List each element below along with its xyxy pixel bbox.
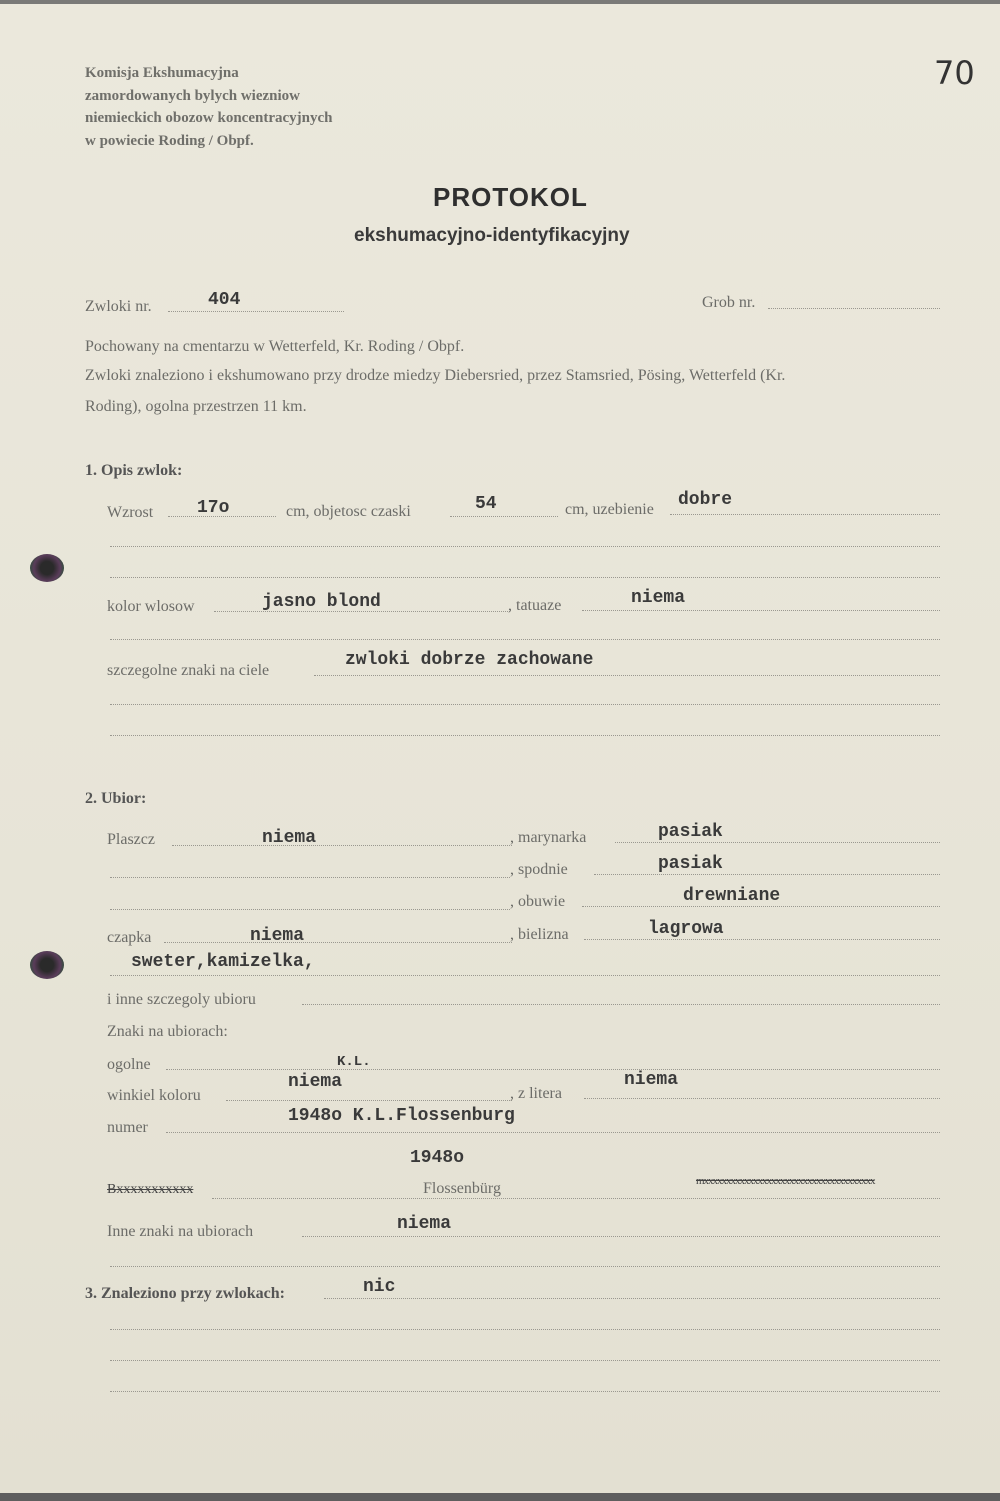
triangle-color-value: niema (288, 1072, 343, 1092)
punch-hole (30, 951, 64, 979)
burial-text: Pochowany na cmentarzu w Wetterfeld, Kr. Roding / Obpf. (85, 338, 465, 355)
dotted-line (110, 735, 940, 736)
section-3-title: 3. Znaleziono przy zwlokach: (85, 1285, 285, 1302)
skull-label: cm, objetosc czaski (286, 503, 411, 520)
body-number-label: Zwloki nr. (85, 298, 152, 315)
dotted-line (302, 1236, 940, 1237)
height-label: Wzrost (107, 504, 154, 521)
general-marks-value: K.L. (337, 1054, 371, 1070)
teeth-value: dobre (678, 490, 733, 510)
dotted-line (172, 845, 512, 846)
jacket-value: pasiak (658, 822, 723, 842)
dotted-line (615, 842, 940, 843)
dotted-line (110, 704, 940, 705)
dotted-line (584, 1098, 940, 1099)
clothing-marks-header: Znaki na ubiorach: (107, 1023, 228, 1040)
underwear-value: lagrowa (648, 919, 724, 939)
dotted-line (768, 308, 940, 309)
jacket-label: , marynarka (510, 829, 587, 846)
dotted-line (110, 1360, 940, 1361)
trousers-label: , spodnie (510, 861, 568, 878)
stamp-place: Flossenbürg (423, 1180, 501, 1197)
hair-color-label: kolor wlosow (107, 598, 195, 615)
dotted-line (670, 514, 940, 515)
header-line-2: zamordowanych bylych wiezniow (85, 88, 300, 104)
dotted-line (324, 1298, 940, 1299)
dotted-line (110, 639, 940, 640)
dotted-line (582, 906, 940, 907)
dotted-line (110, 1391, 940, 1392)
dotted-line (164, 942, 512, 943)
other-clothing-marks-value: niema (397, 1214, 452, 1234)
tattoo-label: , tatuaze (508, 597, 562, 614)
other-details-label: i inne szczegoly ubioru (107, 991, 256, 1008)
height-value: 17o (197, 498, 230, 518)
censored-field-right: mxxxxxxxxxxxxxxxxxxxxxxxxxxxxxxxxxxxxxx (696, 1175, 875, 1187)
dotted-line (584, 939, 940, 940)
dotted-line (226, 1100, 512, 1101)
grave-number-label: Grob nr. (702, 294, 756, 311)
coat-label: Plaszcz (107, 831, 155, 848)
dotted-line (594, 874, 940, 875)
body-number-value: 404 (208, 290, 241, 310)
general-marks-label: ogolne (107, 1056, 151, 1073)
letter-value: niema (624, 1070, 679, 1090)
censored-field-left: Bxxxxxxxxxxx (107, 1182, 194, 1197)
tattoo-value: niema (631, 588, 686, 608)
dotted-line (450, 516, 558, 517)
body-marks-label: szczegolne znaki na ciele (107, 662, 270, 679)
hair-color-value: jasno blond (262, 592, 381, 612)
dotted-line (314, 675, 940, 676)
found-text-line-2: Roding), ogolna przestrzen 11 km. (85, 398, 307, 415)
section-2-title: 2. Ubior: (85, 790, 147, 807)
dotted-line (212, 1198, 940, 1199)
triangle-color-label: winkiel koloru (107, 1087, 201, 1104)
cap-label: czapka (107, 929, 152, 946)
dotted-line (168, 311, 344, 312)
document-title: PROTOKOL (433, 182, 588, 212)
dotted-line (582, 610, 940, 611)
trousers-value: pasiak (658, 854, 723, 874)
header-line-1: Komisja Ekshumacyjna (85, 65, 239, 81)
dotted-line (166, 1132, 940, 1133)
page-number: 70 (934, 54, 975, 92)
punch-hole (30, 554, 64, 582)
shoes-label: , obuwie (510, 893, 566, 910)
teeth-label: cm, uzebienie (565, 501, 654, 518)
dotted-line (166, 1069, 940, 1070)
dotted-line (110, 909, 510, 910)
number-label: numer (107, 1119, 148, 1136)
other-clothing-marks-label: Inne znaki na ubiorach (107, 1223, 254, 1240)
section-1-title: 1. Opis zwlok: (85, 462, 183, 479)
extra-clothing-value: sweter,kamizelka, (131, 952, 315, 972)
dotted-line (110, 1329, 940, 1330)
dotted-line (110, 1266, 940, 1267)
body-marks-value: zwloki dobrze zachowane (345, 650, 594, 670)
dotted-line (110, 577, 940, 578)
coat-value: niema (262, 828, 317, 848)
found-items-value: nic (363, 1277, 396, 1297)
document-subtitle: ekshumacyjno-identyfikacyjny (354, 225, 630, 246)
found-text-line-1: Zwloki znaleziono i ekshumowano przy drodze miedzy Diebersried, przez Stamsried, Pösing, Wetterfeld (Kr. (85, 367, 786, 384)
shoes-value: drewniane (683, 886, 781, 906)
underwear-label: , bielizna (510, 926, 569, 943)
letter-label: , z litera (510, 1085, 562, 1102)
scan-edge-bottom (0, 1493, 1000, 1501)
skull-value: 54 (475, 494, 497, 514)
number-value: 1948o K.L.Flossenburg (288, 1106, 515, 1126)
header-line-3: niemieckich obozow koncentracyjnych (85, 110, 333, 126)
stamp-number: 1948o (410, 1148, 465, 1168)
cap-value: niema (250, 926, 305, 946)
scan-edge-top (0, 0, 1000, 4)
dotted-line (110, 975, 940, 976)
dotted-line (110, 877, 510, 878)
dotted-line (110, 546, 940, 547)
header-line-4: w powiecie Roding / Obpf. (85, 133, 254, 149)
dotted-line (302, 1004, 940, 1005)
